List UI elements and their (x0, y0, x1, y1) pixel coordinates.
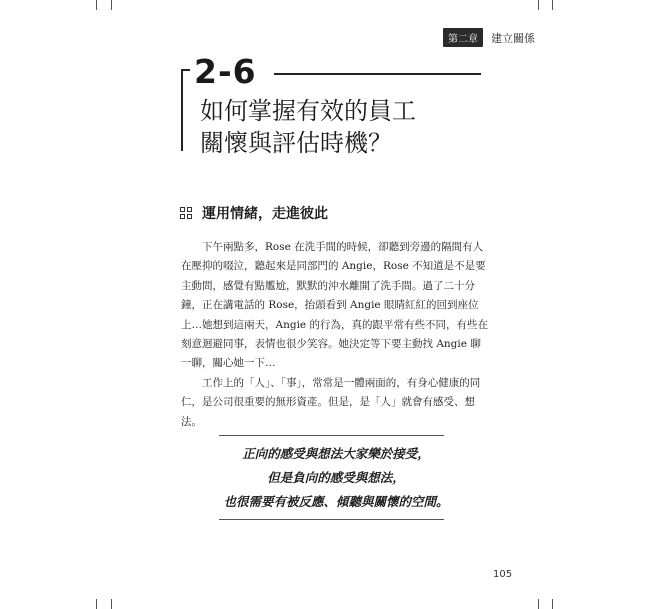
crop-mark (111, 0, 112, 10)
running-header (443, 28, 535, 47)
section-number: 2-6 (194, 52, 257, 91)
subheading-text: 運用情緒，走進彼此 (202, 206, 328, 222)
section-rule (274, 73, 481, 75)
crop-mark (538, 0, 539, 10)
crop-mark (111, 599, 112, 609)
crop-mark (552, 0, 553, 10)
section-title-line: 如何掌握有效的員工 (200, 97, 416, 125)
paragraph-text: 下午兩點多，Rose 在洗手間的時候，卻聽到旁邊的隔間有人在壓抑的啜泣，聽起來是同部門的 Angie，Rose 不知道是不是要主動問，感覺有點尷尬，默默的沖水離開了洗手間。過了二十分鐘，正在講電話的 Rose，抬頭看到 Angie 眼睛紅紅的回到座位上…她想到這兩天，Angie 的行為，真的跟平常有些不同，有些在刻意迴避同事，表情也很少笑容。她決定等下要主動找 Angie 聊一聊，關心她一下… (181, 241, 488, 370)
quote-rule-top (219, 435, 444, 436)
section-title-line: 關懷與評估時機？ (200, 129, 392, 157)
grid-icon (180, 207, 192, 219)
paragraph-text: 工作上的「人」、「事」，常常是一體兩面的，有身心健康的同仁，是公司很重要的無形資產。但是，是「人」就會有感受、想法。 (181, 377, 481, 428)
quote-rule-bottom (219, 519, 444, 520)
crop-mark (538, 599, 539, 609)
quote-line: 也很需要有被反應、傾聽與關懷的空間。 (223, 494, 449, 509)
chapter-badge: 第二章 (443, 28, 483, 47)
body-paragraph (181, 374, 491, 432)
title-bracket-top (181, 69, 190, 71)
crop-mark (96, 599, 97, 609)
chapter-title: 建立關係 (491, 31, 535, 45)
crop-mark (552, 599, 553, 609)
quote-line: 正向的感受與想法大家樂於接受， (242, 446, 430, 461)
pull-quote (181, 442, 491, 514)
quote-line: 但是負向的感受與想法， (267, 470, 405, 485)
section-title (200, 95, 416, 159)
page-number: 105 (493, 569, 513, 580)
crop-mark (96, 0, 97, 10)
body-paragraph (181, 238, 491, 374)
subheading (180, 203, 328, 223)
title-bracket (181, 69, 183, 151)
